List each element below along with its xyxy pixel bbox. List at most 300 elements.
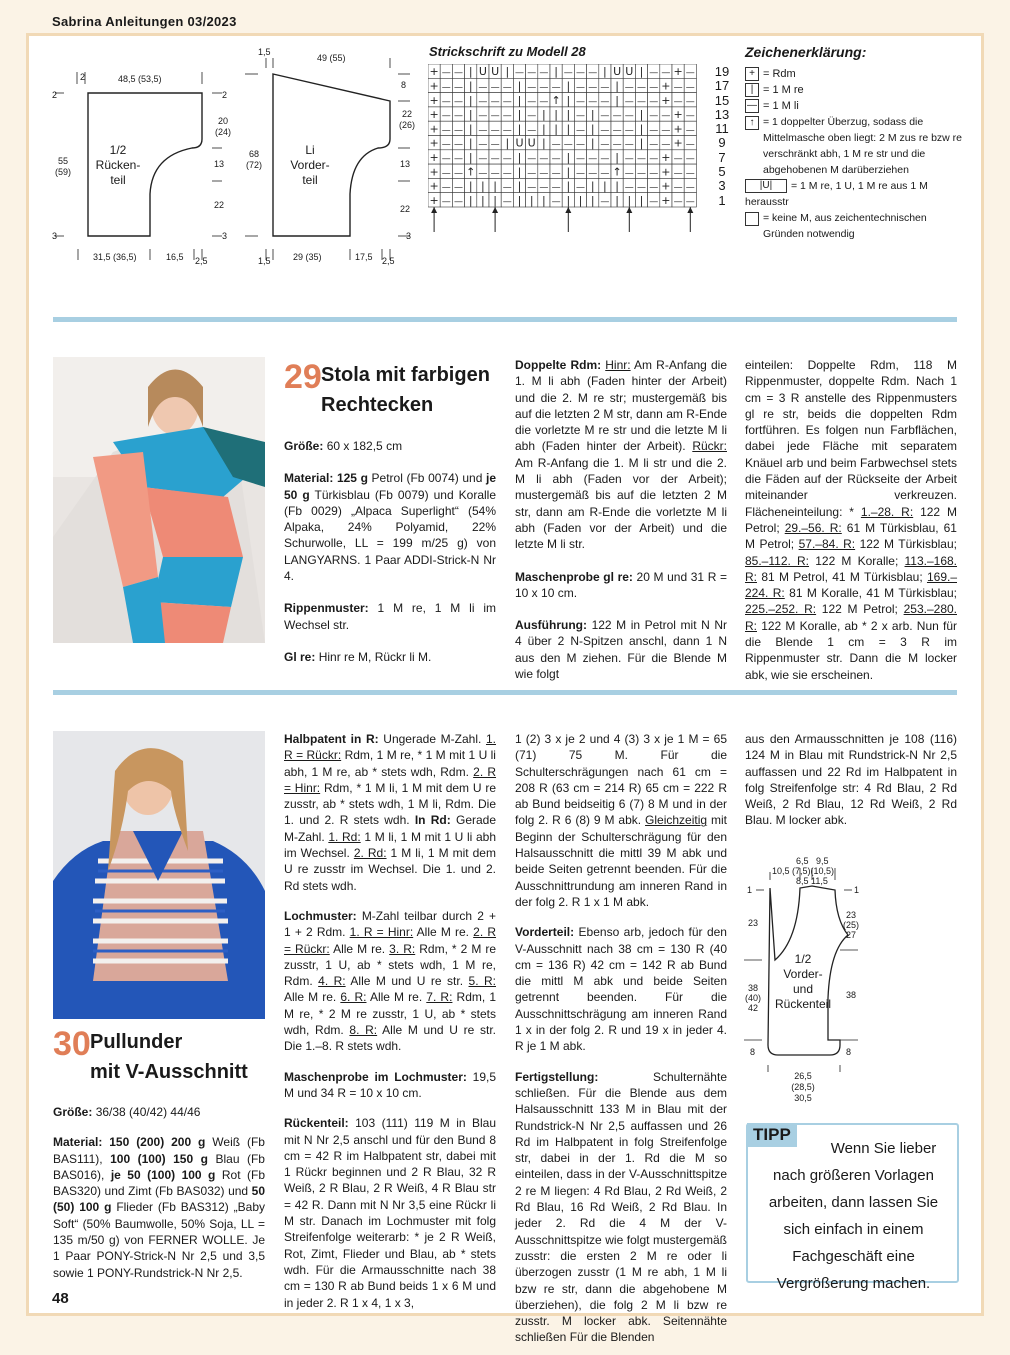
- chart-cell-symbol: |: [493, 179, 497, 193]
- front-piece-label: Vorderteil:: [515, 925, 575, 940]
- chart-cell-symbol: |: [517, 108, 522, 122]
- back-top-width: 48,5 (53,5): [118, 74, 162, 84]
- front-height: 68 (72): [245, 149, 262, 170]
- chart-cell-symbol: —: [649, 82, 659, 93]
- row-label: 8. R:: [349, 1023, 378, 1038]
- chart-cell-symbol: |: [468, 193, 473, 207]
- chart-cell-symbol: —: [441, 139, 451, 150]
- chart-cell-symbol: —: [624, 153, 634, 164]
- increase-symbol-icon: |U|: [745, 179, 787, 193]
- chart-row-number: 19: [714, 64, 730, 79]
- no-stitch-symbol-icon: [745, 212, 759, 226]
- instruction-text: mit Beginn der Schulterschrägung für den Halsausschnitt die mittl 39 M abk und beide Seiten getrennt beenden. Für die Ausschnittrundung am inneren Rand in der folg 2. R 1 x 1 M abk.: [515, 813, 727, 909]
- chart-cell-symbol: —: [576, 182, 585, 193]
- double-selvedge-label: Doppelte Rdm:: [515, 358, 602, 372]
- chart-cell-symbol: +: [661, 165, 671, 179]
- chart-cell-symbol: —: [454, 153, 463, 164]
- chart-cell-symbol: —: [527, 125, 537, 136]
- chart-cell-symbol: —: [624, 182, 634, 193]
- section-29-number: 29: [284, 358, 322, 396]
- chart-repeat-arrow: [565, 207, 571, 213]
- chart-cell-symbol: —: [527, 96, 537, 107]
- chart-cell-symbol: —: [563, 68, 573, 79]
- chart-cell-symbol: —: [490, 82, 500, 93]
- chart-cell-symbol: ↑: [551, 93, 561, 107]
- front-top-small: 1,5: [258, 47, 271, 57]
- vest-label-line: Rückenteil: [774, 997, 832, 1011]
- legend-title: Zeichenerklärung:: [745, 44, 867, 60]
- row-label: 1. R = Hinr:: [349, 925, 414, 940]
- legend-text: = 1 doppelter Überzug, sodass die Mittelmasche oben liegt: 2 M zus re bzw re verschränkt abh, 1 M re str und die abgehobenen M darüberziehen: [763, 116, 962, 176]
- half-fisherman-label: Halbpatent in R:: [284, 732, 379, 746]
- chart-cell-symbol: —: [539, 96, 549, 107]
- pattern-text: 1 M li, 1 M mit dem U re zusstr im Wechsel. Die 1. und 2. Rd stets wdh.: [284, 846, 496, 893]
- row-label: 3. R:: [389, 941, 416, 956]
- chart-cell-symbol: —: [502, 153, 512, 164]
- pattern-text: Rdm, * 1 M li, 1 M mit dem U re zusstr, ab * stets wdh, 1 M li, Rdm. Die 1. und 2. R stets wdh.: [284, 780, 496, 828]
- chart-cell-symbol: —: [490, 153, 500, 164]
- vest-left-3: 8: [750, 1047, 756, 1057]
- gauge-label: Maschenprobe im Lochmuster:: [284, 1069, 467, 1084]
- chart-cell-symbol: +: [429, 193, 439, 207]
- front-label-line: teil: [302, 173, 318, 187]
- vest-top-2: 9,5: [816, 856, 829, 866]
- chart-cell-symbol: —: [649, 196, 659, 207]
- front-right-1: 8: [401, 80, 407, 90]
- legend-item: [745, 66, 965, 82]
- chart-cell-symbol: —: [502, 196, 512, 207]
- round-label: In Rd:: [414, 813, 451, 828]
- chart-cell-symbol: +: [429, 108, 439, 122]
- chart-row-number: 7: [718, 149, 726, 165]
- chart-cell-symbol: |: [554, 65, 558, 79]
- chart-cell-symbol: —: [502, 96, 512, 107]
- legend-item: [745, 98, 965, 114]
- chart-cell-symbol: —: [478, 153, 488, 164]
- chart-cell-symbol: —: [490, 139, 500, 150]
- chart-cell-symbol: —: [649, 111, 659, 122]
- tip-box: [746, 1123, 959, 1292]
- chart-row-number: 13: [714, 106, 730, 122]
- back-right-bottom-mark: 3: [222, 231, 228, 241]
- pattern-text: Rdm, * 2 M re zusstr, 1 U, ab * stets wdh, 1 M re, Rdm.: [284, 941, 497, 989]
- section-30-title-line: mit V-Ausschnitt: [90, 1061, 248, 1083]
- chart-cell-symbol: |: [566, 165, 571, 179]
- row-range: 169.–224. R:: [745, 569, 957, 601]
- chart-cell-symbol: —: [527, 182, 537, 193]
- chart-cell-symbol: +: [661, 150, 671, 164]
- chart-cell-symbol: ↑: [466, 165, 476, 179]
- chart-cell-symbol: —: [441, 111, 451, 122]
- vest-piece-label: [772, 952, 834, 1012]
- chart-cell-symbol: —: [478, 111, 488, 122]
- chart-cell-symbol: |: [615, 150, 619, 164]
- chart-cell-symbol: —: [441, 82, 451, 93]
- chart-cell-symbol: |: [639, 136, 644, 150]
- vest-top-4: 8,5 11,5: [796, 876, 828, 886]
- row-range-text: 122 M Koralle;: [815, 553, 899, 568]
- chart-cell-symbol: —: [576, 168, 585, 179]
- back-right-mid: 13: [214, 159, 225, 169]
- stockinette-text: Hinr re M, Rückr li M.: [318, 649, 432, 664]
- front-top-width: 49 (55): [317, 53, 346, 63]
- chart-row-numbers: [710, 65, 734, 208]
- chart-cell-symbol: +: [429, 165, 439, 179]
- chart-cell-symbol: —: [454, 111, 463, 122]
- chart-cell-symbol: —: [441, 168, 451, 179]
- chart-cell-symbol: |: [542, 122, 546, 136]
- chart-cell-symbol: —: [502, 111, 512, 122]
- chart-cell-symbol: —: [637, 82, 646, 93]
- chart-cell-symbol: —: [649, 168, 659, 179]
- front-bottom-small: 1,5: [258, 256, 271, 266]
- chart-cell-symbol: —: [527, 111, 537, 122]
- chart-cell-symbol: |: [554, 108, 558, 122]
- chart-cell-symbol: |: [578, 193, 583, 207]
- chart-cell-symbol: |: [517, 93, 522, 107]
- chart-cell-symbol: —: [624, 125, 634, 136]
- row-label: 2. Rd:: [353, 846, 387, 861]
- chart-row-number: 1: [718, 192, 726, 208]
- vest-left-2: 38 (40) 42: [744, 983, 761, 1013]
- section-30-title-line: Pullunder: [90, 1031, 183, 1053]
- chart-cell-symbol: |: [590, 179, 595, 193]
- chart-cell-symbol: —: [612, 139, 622, 150]
- chart-cell-symbol: |: [603, 179, 607, 193]
- chart-cell-symbol: —: [527, 153, 537, 164]
- chart-cell-symbol: —: [490, 168, 500, 179]
- chart-cell-symbol: —: [673, 153, 683, 164]
- back-label-line: teil: [110, 173, 126, 187]
- back-piece-text: 103 (111) 119 M in Blau mit N Nr 2,5 anschl und für den Bund 8 cm = 42 R im Halbpatent str, dabei mit 1 Rückr beginnen und 2 R Blau, 32 R Weiß, 2 R Blau, 2 R Weiß, 4 R Blau str = 42 R. Dann mit N Nr 3,5 eine Rückr li M str. Danach im Lochmuster mit folg Streifenfolge weiterarb: * je 2 R Weiß, Rot, Zimt, Flieder und Blau, ab * stets wdh. Für die Armausschnitte nach 38 cm = 130 R ab Bund beids 1 x 6 M und in jeder 2. R 1 x 4, 1 x 3,: [284, 1116, 496, 1310]
- chart-cell-symbol: |: [542, 193, 546, 207]
- chart-cell-symbol: —: [612, 125, 622, 136]
- chart-cell-symbol: |: [481, 193, 485, 207]
- chart-cell-symbol: |: [505, 65, 510, 79]
- front-bottom-width: 29 (35): [293, 252, 322, 262]
- chart-cell-symbol: —: [551, 82, 561, 93]
- pattern-text: Alle M re.: [284, 990, 337, 1005]
- chart-cell-symbol: —: [600, 125, 610, 136]
- rib-text: 1 M re, 1 M li im Wechsel str.: [284, 601, 496, 632]
- magazine-header: Sabrina Anleitungen 03/2023: [52, 14, 237, 29]
- chart-cell-symbol: —: [454, 196, 463, 207]
- chart-cell-symbol: —: [600, 111, 610, 122]
- chart-cell-symbol: —: [478, 96, 488, 107]
- chart-cell-symbol: +: [429, 136, 439, 150]
- section-29-title-line: Stola mit farbigen: [321, 364, 490, 386]
- row-range-text: 122 M Petrol;: [745, 504, 957, 535]
- chart-cell-symbol: —: [502, 82, 512, 93]
- chart-cell-symbol: —: [685, 96, 695, 107]
- chart-cell-symbol: —: [539, 68, 549, 79]
- chart-cell-symbol: |: [468, 108, 473, 122]
- chart-cell-symbol: —: [685, 182, 695, 193]
- front-bottom-right: 2,5: [382, 256, 395, 266]
- material-text: Flieder (Fb BAS312) „Baby Soft“ (50% Baumwolle, 50% Soja, LL = 135 m/50 g) von FERNER WOLLE. Je 1 Paar PONY-Strick-N Nr 2,5 und 3,5 sowie 1 PONY-Rundstrick-N Nr 2,5.: [53, 1200, 265, 1280]
- chart-cell-symbol: |: [615, 79, 619, 93]
- section-30-number: 30: [53, 1025, 91, 1063]
- chart-cell-symbol: —: [576, 153, 585, 164]
- chart-cell-symbol: ↑: [612, 165, 622, 179]
- chart-cell-symbol: |: [603, 65, 607, 79]
- chart-cell-symbol: +: [661, 193, 671, 207]
- chart-cell-symbol: |: [566, 108, 571, 122]
- material-label: Material: 125 g: [284, 471, 368, 486]
- material-bold: 50 (50) 100 g: [53, 1184, 265, 1215]
- section-29-column-2: [515, 357, 727, 691]
- chart-cell-symbol: |: [529, 193, 534, 207]
- chart-cell-symbol: —: [454, 168, 463, 179]
- chart-cell-symbol: |: [517, 79, 522, 93]
- chart-cell-symbol: |: [517, 165, 522, 179]
- purl-symbol-icon: —: [747, 100, 757, 112]
- chart-cell-symbol: —: [649, 182, 659, 193]
- front-right-3: 13: [400, 159, 411, 169]
- chart-repeat-arrow: [431, 207, 437, 213]
- chart-cell-symbol: —: [624, 96, 634, 107]
- instruction-text: 1 (2) 3 x je 2 und 4 (3) 3 x je 1 M = 65 (71) 75 M. Für die Schulterschrägungen nach 61 cm = 208 R (63 cm = 214 R) 65 cm = 222 R ab Bund beidseitig 6 (7) 8 M und in der folg 2. R 6 (8) 9 M abk.: [515, 732, 727, 828]
- chart-cell-symbol: —: [588, 82, 598, 93]
- knit-symbol-icon: |: [745, 83, 759, 97]
- chart-cell-symbol: —: [527, 82, 537, 93]
- row-range: 1.–28. R:: [860, 504, 914, 519]
- back-left-top-mark: 2: [52, 90, 58, 100]
- legend-text: = keine M, aus zeichentechnischen Gründen notwendig: [763, 212, 927, 240]
- chart-cell-symbol: |: [468, 136, 473, 150]
- chart-cell-symbol: |: [542, 136, 546, 150]
- chart-cell-symbol: +: [429, 179, 439, 193]
- chart-cell-symbol: —: [624, 139, 634, 150]
- ws-row-label: Rückr:: [692, 439, 727, 454]
- chart-cell-symbol: U: [478, 65, 487, 79]
- chart-cell-symbol: —: [673, 182, 683, 193]
- chart-cell-symbol: U: [491, 65, 500, 79]
- armhole-band-text: aus den Armausschnitten je 108 (116) 124 M in Blau mit Rundstrick-N Nr 2,5 auffassen und 22 Rd im Halbpatent in folg Streifenfolge str: 4 Rd Blau, 2 Rd Weiß, 2 Rd Blau, 12 Rd Weiß, 2 Rd Blau. M locker abk.: [745, 732, 957, 828]
- chart-cell-symbol: —: [490, 111, 500, 122]
- chart-cell-symbol: |: [566, 193, 571, 207]
- row-range: 253.–280. R:: [745, 602, 957, 633]
- chart-cell-symbol: —: [637, 96, 646, 107]
- back-piece-label: Rückenteil:: [284, 1116, 349, 1131]
- double-decrease-symbol-icon: ↑: [745, 116, 759, 130]
- pattern-text: Rdm, 1 M re, * 1 M mit 1 U li abh, 1 M re, ab * stets wdh, Rdm.: [284, 748, 496, 779]
- front-label-line: Vorder-: [290, 158, 330, 172]
- pattern-text: Alle M und U re str. Die 1.–8. R stets wdh.: [284, 1023, 496, 1054]
- chart-cell-symbol: |: [481, 179, 485, 193]
- row-range-text: 81 M Petrol, 41 M Türkisblau;: [761, 569, 923, 584]
- back-height: 55 (59): [54, 156, 71, 177]
- row-range-text: 61 M Türkisblau, 61 M Petrol;: [745, 520, 957, 552]
- vest-left-mark: 1: [747, 885, 753, 895]
- vest-right-mark: 1: [854, 885, 860, 895]
- front-right-2: 22 (26): [398, 109, 415, 130]
- chart-cell-symbol: —: [661, 111, 671, 122]
- tip-label: TIPP: [747, 1123, 797, 1147]
- chart-cell-symbol: —: [685, 111, 695, 122]
- chart-cell-symbol: U: [515, 136, 524, 150]
- page-number: 48: [52, 1290, 69, 1307]
- chart-repeat-arrow: [687, 207, 693, 213]
- chart-cell-symbol: —: [551, 168, 561, 179]
- chart-cell-symbol: —: [661, 68, 671, 79]
- chart-repeat-arrow: [492, 207, 498, 213]
- vest-label-line: 1/2: [794, 952, 812, 966]
- chart-cell-symbol: |: [517, 150, 522, 164]
- chart-cell-symbol: —: [649, 139, 659, 150]
- chart-cell-symbol: —: [441, 153, 451, 164]
- chart-cell-symbol: |: [493, 193, 497, 207]
- chart-cell-symbol: —: [539, 153, 549, 164]
- chart-cell-symbol: —: [673, 82, 683, 93]
- chart-cell-symbol: —: [685, 196, 695, 207]
- section-30-column-2: [284, 731, 496, 1320]
- back-top-mark: 2: [80, 72, 86, 82]
- row-range-text: 122 M Türkisblau;: [859, 537, 957, 552]
- legend-item: [745, 114, 965, 178]
- size-label: Größe:: [284, 439, 324, 453]
- gauge-text: 20 M und 31 R = 10 x 10 cm.: [515, 569, 727, 600]
- chart-cell-symbol: —: [600, 82, 610, 93]
- chart-cell-symbol: |: [639, 193, 644, 207]
- gauge-text: 19,5 M und 34 R = 10 x 10 cm.: [284, 1069, 496, 1100]
- rs-row-label: Hinr:: [605, 358, 631, 372]
- front-bottom-mid: 17,5: [355, 252, 373, 262]
- chart-cell-symbol: —: [454, 68, 463, 79]
- chart-cell-symbol: |: [554, 122, 558, 136]
- row-range: 113.–168. R:: [745, 553, 958, 584]
- chart-cell-symbol: +: [661, 79, 671, 93]
- chart-cell-symbol: —: [441, 125, 451, 136]
- pattern-text: M-Zahl teilbar durch 2 + 1 + 2 Rdm.: [284, 908, 496, 940]
- chart-cell-symbol: —: [685, 125, 695, 136]
- material-label: Material: 150 (200) 200 g: [53, 1135, 206, 1150]
- row-range-text: 122 M Petrol;: [821, 602, 898, 617]
- section-29-column-3: [745, 357, 957, 692]
- execution-label: Ausführung:: [515, 618, 587, 633]
- legend-text: = 1 M re: [763, 84, 804, 96]
- chart-cell-symbol: —: [563, 139, 573, 150]
- chart-cell-symbol: U: [527, 136, 536, 150]
- back-right-bottom: 22: [214, 200, 225, 210]
- chart-cell-symbol: |: [566, 79, 571, 93]
- legend-item: [745, 178, 965, 210]
- section-30-column-3: [515, 731, 727, 1355]
- chart-cell-symbol: +: [429, 65, 439, 79]
- chart-cell-symbol: |: [468, 65, 473, 79]
- simultaneously-label: Gleichzeitig: [645, 813, 708, 828]
- chart-cell-symbol: —: [551, 196, 561, 207]
- chart-cell-symbol: —: [539, 82, 549, 93]
- chart-cell-symbol: |: [517, 193, 522, 207]
- chart-cell-symbol: —: [576, 139, 585, 150]
- material-bold: 100 (100) 150 g: [110, 1151, 208, 1166]
- chart-cell-symbol: |: [590, 122, 595, 136]
- material-text: Rot (Fb BAS320) und Zimt (Fb BAS032) und: [53, 1167, 266, 1199]
- size-label: Größe:: [53, 1105, 93, 1119]
- chart-cell-symbol: —: [649, 96, 659, 107]
- chart-cell-symbol: —: [454, 82, 463, 93]
- vest-right-1: 23 (25) 27: [842, 910, 859, 940]
- row-label: 4. R:: [318, 974, 346, 989]
- knitting-chart-title: Strickschrift zu Modell 28: [429, 44, 586, 59]
- chart-cell-symbol: —: [576, 68, 585, 79]
- chart-cell-symbol: +: [673, 136, 683, 150]
- chart-cell-symbol: —: [441, 68, 451, 79]
- back-left-bottom-mark: 3: [52, 231, 58, 241]
- material-bold: je 50 g: [284, 471, 496, 502]
- chart-cell-symbol: —: [441, 96, 451, 107]
- knitting-chart-grid: [428, 64, 708, 234]
- chart-cell-symbol: —: [649, 68, 659, 79]
- vest-left-1: 23: [748, 918, 759, 928]
- row-label: 7. R:: [426, 990, 453, 1005]
- pullunder-photo: [53, 731, 265, 1019]
- legend-text: = 1 M li: [763, 100, 799, 112]
- chart-cell-symbol: +: [673, 122, 683, 136]
- row-label: 2. R = Hinr:: [284, 764, 497, 795]
- gauge-label: Maschenprobe gl re:: [515, 569, 633, 584]
- chart-cell-symbol: —: [539, 182, 549, 193]
- chart-cell-symbol: |: [615, 93, 619, 107]
- pattern-text: 1 M li, 1 M mit 1 U li abh im Wechsel.: [284, 829, 497, 861]
- chart-cell-symbol: —: [673, 168, 683, 179]
- chart-cell-symbol: |: [615, 193, 619, 207]
- back-label-line: Rücken-: [95, 158, 141, 172]
- chart-cell-symbol: |: [590, 108, 595, 122]
- row-range: 29.–56. R:: [784, 520, 842, 535]
- rib-label: Rippenmuster:: [284, 601, 369, 616]
- row-label: 1. Rd:: [328, 829, 361, 844]
- legend-item: [745, 210, 965, 242]
- section-29-column-1: [284, 438, 496, 674]
- finishing-label: Fertigstellung:: [515, 1069, 599, 1084]
- chart-cell-symbol: —: [576, 82, 585, 93]
- front-piece-label: [286, 143, 334, 188]
- chart-cell-symbol: U: [613, 65, 622, 79]
- row-label: 6. R:: [340, 990, 367, 1005]
- chart-cell-symbol: —: [624, 168, 634, 179]
- chart-cell-symbol: |: [566, 179, 571, 193]
- row-label: 1. R = Rückr:: [284, 732, 496, 763]
- front-piece-text: Ebenso arb, jedoch für den V-Ausschnitt nach 38 cm = 130 R (40 cm = 136 R) 42 cm = 142 R ab Bund die mittl M abk und beide Seiten getrennt beenden. Für die Ausschnittschrägung am inneren Rand 1 x in der folg 2. R und 19 x in jeder 4. R je 1 M abk.: [515, 925, 727, 1054]
- vest-right-2: 38: [846, 990, 857, 1000]
- execution-text: 122 M in Petrol mit N Nr 4 über 2 N-Spitzen anschl, dann 1 N aus den M ziehen. Für die Blende M wie folgt: [515, 618, 727, 682]
- back-bottom-right: 2,5: [195, 256, 208, 266]
- chart-cell-symbol: —: [490, 125, 500, 136]
- stola-photo: [53, 357, 265, 643]
- vest-label-line: und: [792, 982, 814, 996]
- chart-cell-symbol: |: [468, 122, 473, 136]
- pattern-text: Alle M re.: [369, 990, 423, 1005]
- section-30-heading: [53, 1027, 91, 1061]
- vest-top-3: 10,5 (7,5)(10,5): [772, 866, 835, 876]
- pullunder-photo-illustration: [53, 731, 265, 1019]
- row-range-text: 122 M Koralle, ab * 2 x arb. Nun für die Blende 1 cm = 3 R im Rippenmuster str. Dann die M locker abk, wie sie erscheinen.: [745, 618, 957, 682]
- pattern-text: Alle M re.: [416, 925, 469, 940]
- section-30-column-4: [745, 731, 957, 838]
- chart-cell-symbol: —: [454, 125, 463, 136]
- material-text: Blau (Fb BAS016),: [53, 1151, 265, 1182]
- chart-cell-symbol: —: [600, 96, 610, 107]
- legend-list: [745, 66, 965, 242]
- chart-cell-symbol: —: [502, 125, 512, 136]
- selvedge-symbol-icon: +: [745, 67, 759, 81]
- front-right-4: 22: [400, 204, 411, 214]
- section-divider: [53, 690, 957, 695]
- chart-cell-symbol: —: [600, 153, 610, 164]
- chart-cell-symbol: —: [576, 125, 585, 136]
